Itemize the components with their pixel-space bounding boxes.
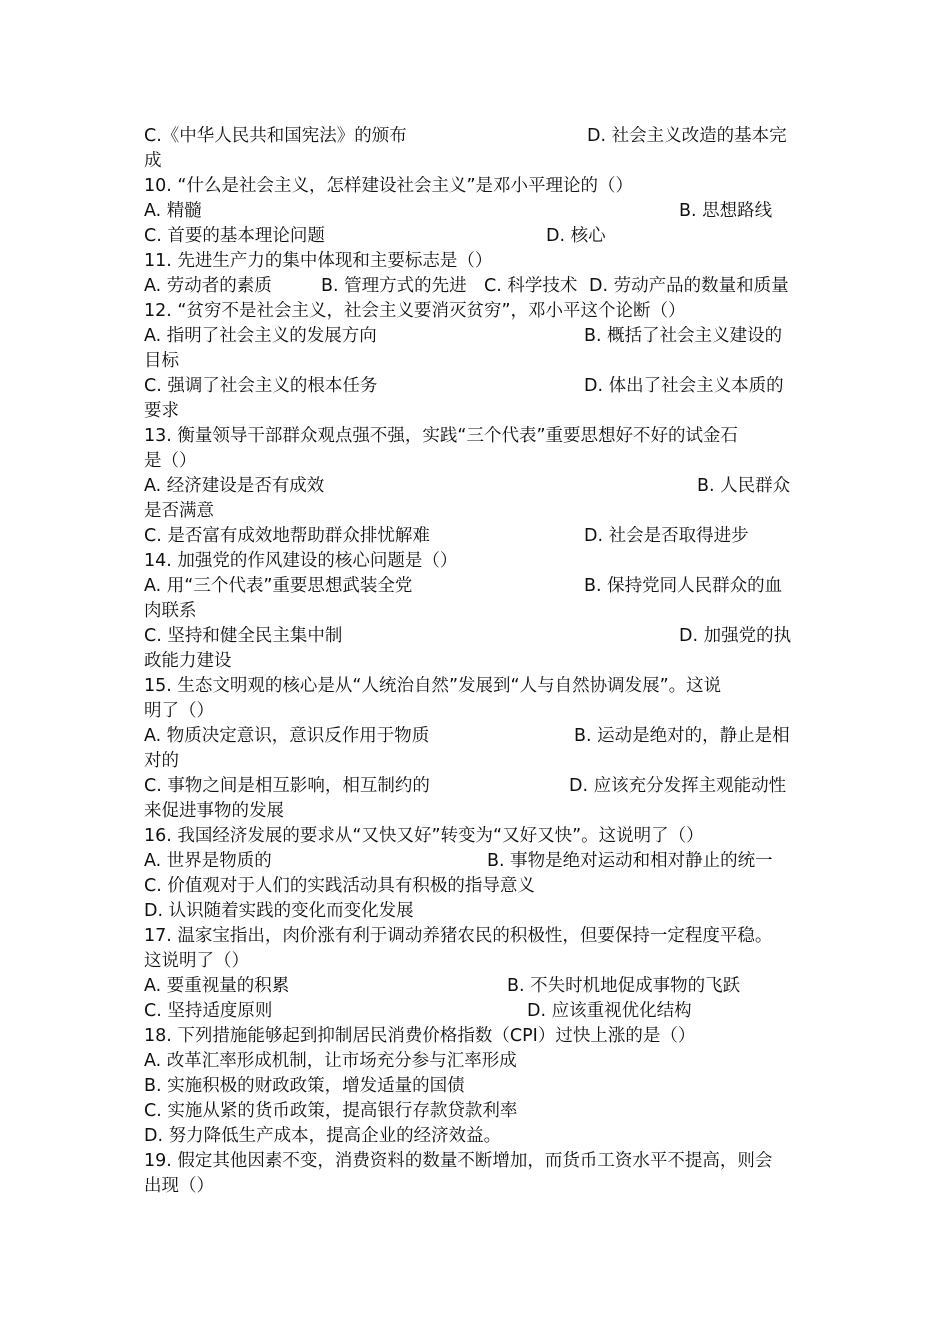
q15-option-d: D. 应该充分发挥主观能动性 — [569, 776, 787, 796]
q18-option-a: A. 改革汇率形成机制，让市场充分参与汇率形成 — [144, 1051, 517, 1071]
q12-option-d: D. 体出了社会主义本质的 — [584, 376, 784, 396]
q11-option-c: C. 科学技术 — [484, 276, 578, 296]
q13-option-b: B. 人民群众 — [697, 476, 791, 496]
q12-stem: 12. “贫穷不是社会主义，社会主义要消灭贫穷”，邓小平这个论断（） — [144, 301, 686, 321]
q13-option-b-cont: 是否满意 — [144, 501, 214, 521]
q16-option-a: A. 世界是物质的 — [144, 851, 272, 871]
q13-option-c: C. 是否富有成效地帮助群众排忧解难 — [144, 526, 430, 546]
q18-option-c: C. 实施从紧的货币政策，提高银行存款贷款利率 — [144, 1101, 518, 1121]
q11-option-d: D. 劳动产品的数量和质量 — [589, 276, 789, 296]
q14-option-b-cont: 肉联系 — [144, 601, 197, 621]
q14-option-b: B. 保持党同人民群众的血 — [584, 576, 783, 596]
q13-stem: 13. 衡量领导干部群众观点强不强，实践“三个代表”重要思想好不好的试金石 — [144, 426, 739, 446]
q18-option-d: D. 努力降低生产成本，提高企业的经济效益。 — [144, 1126, 502, 1146]
q18-option-b: B. 实施积极的财政政策，增发适量的国债 — [144, 1076, 465, 1096]
q12-option-c: C. 强调了社会主义的根本任务 — [144, 376, 378, 396]
q13-option-d: D. 社会是否取得进步 — [584, 526, 749, 546]
q15-stem: 15. 生态文明观的核心是从“人统治自然”发展到“人与自然协调发展”。这说 — [144, 676, 722, 696]
q15-stem-cont: 明了（） — [144, 701, 214, 721]
q16-stem: 16. 我国经济发展的要求从“又快又好”转变为“又好又快”。这说明了（） — [144, 826, 704, 846]
q14-stem: 14. 加强党的作风建设的核心问题是（） — [144, 551, 458, 571]
q13-stem-cont: 是（） — [144, 451, 197, 471]
q16-option-b: B. 事物是绝对运动和相对静止的统一 — [487, 851, 773, 871]
q13-option-a: A. 经济建设是否有成效 — [144, 476, 325, 496]
q15-option-c: C. 事物之间是相互影响，相互制约的 — [144, 776, 430, 796]
q12-option-b-cont: 目标 — [144, 351, 179, 371]
q14-option-d-cont: 政能力建设 — [144, 651, 232, 671]
q12-option-b: B. 概括了社会主义建设的 — [584, 326, 783, 346]
q17-option-a: A. 要重视量的积累 — [144, 976, 290, 996]
q17-option-d: D. 应该重视优化结构 — [527, 1001, 692, 1021]
q10-option-d: D. 核心 — [546, 226, 606, 246]
q12-option-a: A. 指明了社会主义的发展方向 — [144, 326, 377, 346]
q16-option-c: C. 价值观对于人们的实践活动具有积极的指导意义 — [144, 876, 535, 896]
q12-option-d-cont: 要求 — [144, 401, 179, 421]
q16-option-d: D. 认识随着实践的变化而变化发展 — [144, 901, 414, 921]
q17-option-c: C. 坚持适度原则 — [144, 1001, 273, 1021]
q10-option-b: B. 思想路线 — [679, 201, 773, 221]
q17-stem: 17. 温家宝指出，肉价涨有利于调动养猪农民的积极性，但要保持一定程度平稳。 — [144, 926, 773, 946]
q14-option-a: A. 用“三个代表”重要思想武装全党 — [144, 576, 413, 596]
q14-option-c: C. 坚持和健全民主集中制 — [144, 626, 343, 646]
q10-option-c: C. 首要的基本理论问题 — [144, 226, 325, 246]
q14-option-d: D. 加强党的执 — [679, 626, 792, 646]
q17-option-b: B. 不失时机地促成事物的飞跃 — [507, 976, 741, 996]
q18-stem: 18. 下列措施能够起到抑制居民消费价格指数（CPI）过快上涨的是（） — [144, 1026, 696, 1046]
q15-option-b-cont: 对的 — [144, 751, 179, 771]
q19-stem: 19. 假定其他因素不变，消费资料的数量不断增加，而货币工资水平不提高，则会 — [144, 1151, 773, 1171]
q9-option-d: D. 社会主义改造的基本完 — [587, 126, 787, 146]
q9-option-d-cont: 成 — [144, 151, 162, 171]
q17-stem-cont: 这说明了（） — [144, 951, 249, 971]
q10-stem: 10. “什么是社会主义，怎样建设社会主义”是邓小平理论的（） — [144, 176, 634, 196]
q11-option-b: B. 管理方式的先进 — [321, 276, 467, 296]
q15-option-a: A. 物质决定意识，意识反作用于物质 — [144, 726, 430, 746]
q11-stem: 11. 先进生产力的集中体现和主要标志是（） — [144, 251, 493, 271]
q19-stem-cont: 出现（） — [144, 1176, 214, 1196]
q10-option-a: A. 精髓 — [144, 201, 202, 221]
q15-option-b: B. 运动是绝对的，静止是相 — [574, 726, 790, 746]
q11-option-a: A. 劳动者的素质 — [144, 276, 272, 296]
q9-option-c: C.《中华人民共和国宪法》的颁布 — [144, 126, 407, 146]
q15-option-d-cont: 来促进事物的发展 — [144, 801, 284, 821]
